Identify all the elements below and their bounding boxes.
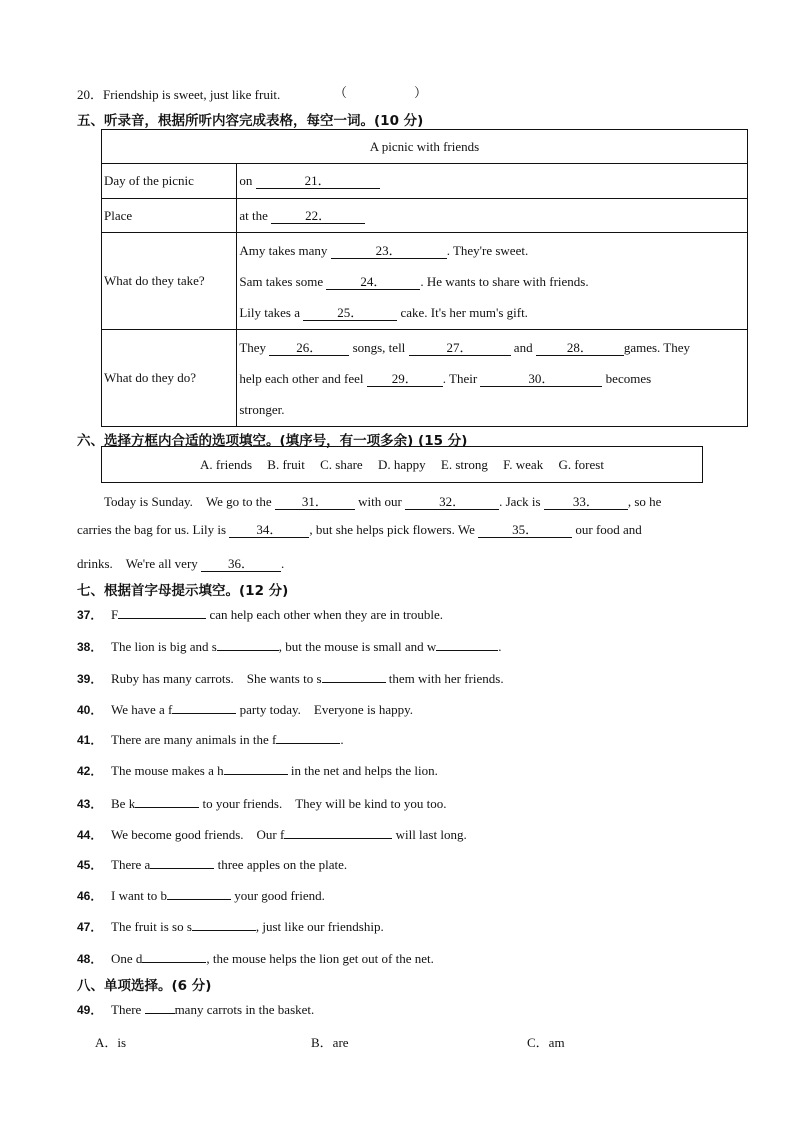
question-text: The lion is big and s (111, 639, 217, 654)
blank-44[interactable] (284, 825, 392, 839)
question-number: 42． (77, 764, 103, 778)
question-38 (77, 637, 501, 655)
choice-b[interactable]: B．are (311, 1035, 349, 1050)
take-line-1 (239, 235, 745, 266)
question-number: 46． (77, 889, 103, 903)
passage-text: . (281, 556, 285, 571)
question-number: 43． (77, 797, 103, 811)
picnic-table-title-row (102, 130, 748, 164)
question-text: We become good friends. Our f (111, 827, 285, 842)
question-43 (77, 793, 447, 812)
question-text: . (340, 732, 344, 747)
cell-text: stronger. (239, 401, 285, 417)
blank-39[interactable] (322, 669, 386, 683)
cell-text: on (239, 173, 253, 188)
section-7-heading: 七、根据首字母提示填空。(12 分) (77, 583, 289, 599)
section-6-heading: 六、选择方框内合适的选项填空。(填序号，有一项多余) (15 分) (77, 433, 468, 449)
blank-38b[interactable] (436, 637, 498, 651)
cell-text: help each other and feel (239, 370, 364, 386)
blank-49[interactable] (145, 1000, 175, 1014)
question-text: We have a f (111, 702, 173, 717)
cell-text: Amy takes many (239, 242, 328, 258)
blank-31[interactable]: 31． (275, 495, 355, 510)
passage-line-3 (77, 553, 284, 572)
blank-37[interactable] (118, 605, 206, 619)
passage-text: , so he (627, 494, 662, 509)
question-text: Ruby has many carrots. She wants to s (111, 671, 322, 686)
question-text: There (111, 1002, 142, 1017)
question-49 (77, 1000, 314, 1018)
passage-line-2 (77, 522, 642, 538)
question-44 (77, 824, 467, 843)
cell-text: They (239, 339, 267, 355)
question-text: . (498, 639, 502, 654)
table-row (102, 164, 748, 199)
question-text: Be k (111, 796, 136, 811)
question-text: party today. Everyone is happy. (239, 702, 414, 717)
question-48 (77, 949, 434, 967)
question-text: to your friends. They will be kind to you too. (202, 796, 447, 811)
do-line-1 (239, 332, 745, 363)
blank-24[interactable]: 24． (326, 275, 420, 290)
cell-text: Sam takes some (239, 273, 324, 289)
cell-text: and (513, 339, 533, 355)
question-number: 41． (77, 733, 103, 747)
passage-text: Today is Sunday. We go to the (104, 494, 272, 509)
table-row (102, 233, 748, 330)
picnic-table-title: A picnic with friends (102, 130, 748, 164)
question-20-text: 20．Friendship is sweet, just like fruit. (77, 87, 281, 102)
question-46 (77, 886, 325, 904)
question-text: The fruit is so s (111, 919, 192, 934)
question-text: in the net and helps the lion. (290, 763, 438, 778)
blank-32[interactable]: 32． (405, 495, 499, 510)
option-c: C. share (320, 457, 363, 472)
question-37 (77, 605, 443, 623)
cell-day (237, 164, 748, 199)
passage-text: , but she helps pick flowers. We (309, 522, 475, 537)
blank-34[interactable]: 34． (229, 523, 309, 538)
blank-41[interactable] (276, 730, 340, 744)
question-text: F (111, 607, 119, 622)
blank-30[interactable]: 30． (480, 372, 602, 387)
question-number: 37． (77, 608, 103, 622)
question-text: , just like our friendship. (255, 919, 384, 934)
question-text: them with her friends. (388, 671, 504, 686)
question-text: I want to b (111, 888, 167, 903)
row-label-day: Day of the picnic (102, 164, 237, 199)
blank-46[interactable] (167, 886, 231, 900)
option-b: B. fruit (267, 457, 305, 472)
option-a: A. friends (200, 457, 253, 472)
blank-25[interactable]: 25． (303, 306, 397, 321)
options-box (101, 446, 703, 483)
cell-text: cake. It's her mum's gift. (400, 304, 528, 320)
option-d: D. happy (377, 457, 426, 472)
blank-35[interactable]: 35． (478, 523, 572, 538)
blank-47[interactable] (192, 917, 256, 931)
blank-29[interactable]: 29． (367, 372, 443, 387)
cell-text: . He wants to share with friends. (420, 273, 589, 289)
cell-text: . Their (442, 370, 478, 386)
question-42 (77, 761, 438, 779)
blank-21[interactable]: 21． (256, 174, 380, 189)
blank-36[interactable]: 36． (201, 557, 281, 572)
cell-text: Lily takes a (239, 304, 300, 320)
take-line-3 (239, 297, 745, 328)
cell-text: games. They (623, 339, 691, 355)
question-text: , but the mouse is small and w (278, 639, 437, 654)
blank-26[interactable]: 26． (269, 341, 349, 356)
row-label-place: Place (102, 199, 237, 233)
do-line-3 (239, 394, 745, 425)
passage-text: with our (358, 494, 402, 509)
passage-text: . Jack is (499, 494, 541, 509)
blank-33[interactable]: 33． (544, 495, 628, 510)
section-5-heading: 五、听录音，根据所听内容完成表格，每空一词。(10 分) (77, 113, 424, 129)
question-number: 47． (77, 920, 103, 934)
row-label-take: What do they take? (102, 233, 237, 330)
choice-a[interactable]: A．is (95, 1035, 127, 1050)
option-g: G. forest (558, 457, 604, 472)
question-text: There are many animals in the f (111, 732, 277, 747)
question-text: three apples on the plate. (217, 857, 348, 872)
option-e: E. strong (440, 457, 488, 472)
cell-do (237, 330, 748, 427)
do-line-2 (239, 363, 745, 394)
blank-48[interactable] (142, 949, 206, 963)
blank-28[interactable]: 28． (536, 341, 624, 356)
question-text: will last long. (395, 827, 467, 842)
table-row (102, 199, 748, 233)
row-label-do: What do they do? (102, 330, 237, 427)
cell-text: songs, tell (352, 339, 406, 355)
question-39 (77, 668, 504, 687)
question-text: can help each other when they are in trouble. (209, 607, 444, 622)
passage-text: our food and (575, 522, 642, 537)
cell-text: becomes (605, 370, 652, 386)
table-row (102, 330, 748, 427)
take-line-2 (239, 266, 745, 297)
question-number: 45． (77, 858, 103, 872)
question-number: 44． (77, 828, 103, 842)
cell-place (237, 199, 748, 233)
blank-43[interactable] (135, 794, 199, 808)
question-number: 49． (77, 1003, 103, 1017)
blank-45[interactable] (150, 855, 214, 869)
question-41 (77, 730, 344, 748)
passage-text: carries the bag for us. Lily is (77, 522, 227, 537)
question-47 (77, 917, 384, 935)
blank-22[interactable]: 22． (271, 209, 365, 224)
question-number: 39． (77, 672, 103, 686)
picnic-table (101, 129, 748, 427)
question-text: One d (111, 951, 143, 966)
answer-paren-open: （ (334, 85, 348, 100)
question-20 (77, 84, 280, 103)
blank-38a[interactable] (217, 637, 279, 651)
question-number: 48． (77, 952, 103, 966)
question-text: There a (111, 857, 151, 872)
section-8-heading: 八、单项选择。(6 分) (77, 978, 212, 994)
option-f: F. weak (503, 457, 544, 472)
blank-23[interactable]: 23． (331, 244, 447, 259)
question-text: The mouse makes a h (111, 763, 224, 778)
passage-line-1 (104, 491, 661, 510)
question-number: 40． (77, 703, 103, 717)
cell-text: . They're sweet. (446, 242, 529, 258)
question-text: your good friend. (234, 888, 325, 903)
blank-42[interactable] (224, 761, 288, 775)
choice-c[interactable]: C．am (527, 1035, 565, 1050)
blank-27[interactable]: 27． (409, 341, 511, 356)
cell-take (237, 233, 748, 330)
passage-text: drinks. We're all very (77, 556, 198, 571)
answer-paren-close: ） (414, 85, 428, 100)
question-number: 38． (77, 640, 103, 654)
question-text: , the mouse helps the lion get out of the net. (206, 951, 434, 966)
question-40 (77, 699, 413, 718)
cell-text: at the (239, 207, 268, 223)
question-45 (77, 855, 347, 873)
question-text: many carrots in the basket. (174, 1002, 315, 1017)
blank-40[interactable] (172, 700, 236, 714)
